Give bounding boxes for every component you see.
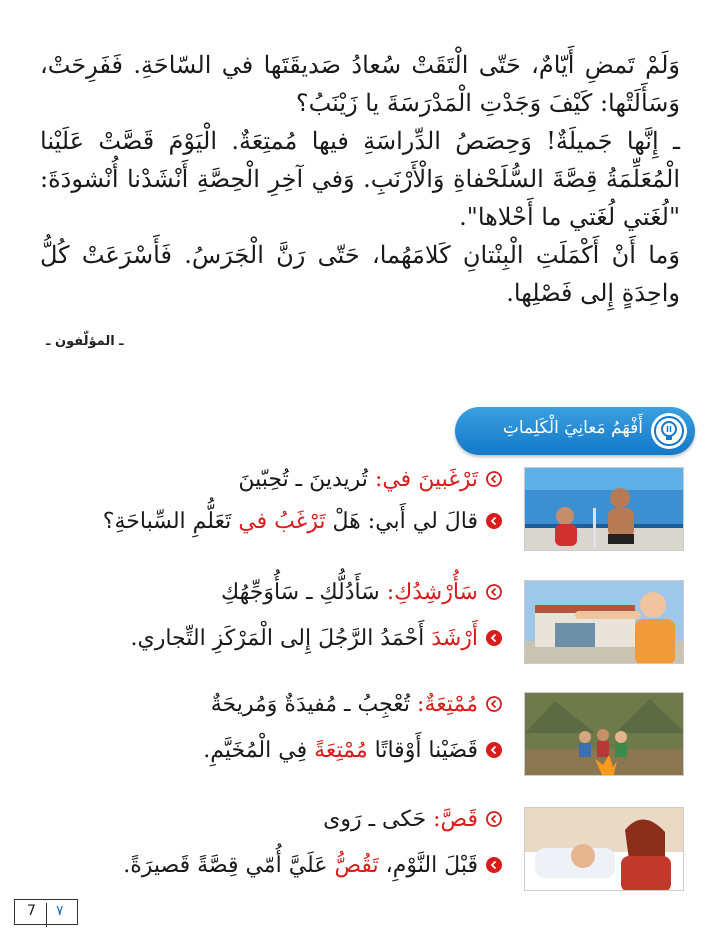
page-number [14, 899, 78, 925]
story-text [40, 46, 680, 312]
story-paragraph-2: ـ إِنَّها جَميلَةٌ! وَحِصَصُ الدِّراسَةِ فيها مُمتِعَةٌ. الْيَوْمَ قَصَّتْ عَلَيْنا الْمُعَلِّمَةُ قِصَّةَ السُّلَحْفاةِ وَالْأَرْنَبِ. وَفي آخِرِ الْحِصَّةِ أَنْشَدْنا أُنْشودَةَ: "لُغَتي لُغَتي ما أَحْلاها". [40, 127, 680, 231]
page-number-western: 7 [27, 903, 36, 919]
example-text-post: عَلَيَّ أُمّي قِصَّةً قَصيرَةً. [123, 853, 335, 878]
circle-arrow-icon [486, 693, 502, 718]
example-text-pre: قَبْلَ النَّوْمِ، [378, 853, 478, 878]
vocab-meanings: تُعْجِبُ ـ مُفيدَةٌ وَمُريحَةٌ [210, 692, 411, 717]
circle-arrow-icon [486, 808, 502, 833]
example-text-pre: قَضَيْنا أَوْقاتًا [367, 738, 478, 763]
vocab-word: سَأُرْشِدُكِ: [386, 580, 478, 605]
vocab-meanings: تُريدينَ ـ تُحِبّينَ [238, 467, 368, 492]
author-credit: ـ المؤلّفون ـ [46, 334, 124, 349]
story-paragraph-1: وَلَمْ تَمضِ أَيّامٌ، حَتّى الْتَقَتْ سُعادُ صَديقَتَها في السّاحَةِ. فَفَرِحَتْ، وَسَأَلَتْها: كَيْفَ وَجَدْتِ الْمَدْرَسَةَ يا زَيْنَبُ؟ [40, 51, 680, 117]
vocab-item-2 [0, 580, 720, 690]
vocab-word: قَصَّ: [433, 807, 478, 832]
vocab-item-4 [0, 807, 720, 917]
red-circle-arrow-icon [486, 510, 502, 535]
vocab-meanings: سَأَدُلُّكِ ـ سَأُوَجِّهُكِ [221, 580, 380, 605]
vocab-meanings: حَكى ـ رَوى [323, 807, 427, 832]
example-highlight: تَقُصُّ [334, 853, 379, 878]
vocab-item-3 [0, 692, 720, 802]
mall-pointing-photo [524, 580, 684, 664]
circle-arrow-icon [486, 468, 502, 493]
example-text-post: أَحْمَدُ الرَّجُلَ إِلى الْمَرْكَزِ التِّجاري. [130, 626, 432, 651]
red-circle-arrow-icon [486, 627, 502, 652]
circle-arrow-icon [486, 581, 502, 606]
page-number-arabic: ٧ [56, 903, 64, 919]
page-number-divider [46, 903, 47, 927]
bedtime-story-photo [524, 807, 684, 891]
example-highlight: مُمْتِعَةً [314, 738, 368, 763]
vocab-item-1 [0, 467, 720, 577]
story-paragraph-3: وَما أَنْ أَكْمَلَتِ الْبِنْتانِ كَلامَهُما، حَتّى رَنَّ الْجَرَسُ. فَأَسْرَعَتْ كُلُّ واحِدَةٍ إِلى فَصْلِها. [40, 241, 680, 307]
example-text-post: تَعَلُّمِ السِّباحَةِ؟ [102, 509, 239, 534]
section-banner [455, 407, 695, 455]
camp-photo [524, 692, 684, 776]
section-title: أَفْهَمُ مَعانِيَ الْكَلِماتِ [502, 418, 643, 438]
example-highlight: أَرْشَدَ [431, 626, 478, 651]
example-text-pre: قالَ لي أَبي: هَلْ [325, 509, 478, 534]
red-circle-arrow-icon [486, 854, 502, 879]
vocab-word: مُمْتِعَةٌ: [417, 692, 478, 717]
vocab-word: تَرْغَبينَ في: [374, 467, 478, 492]
swimming-pool-photo [524, 467, 684, 551]
example-text-post: فِي الْمُخَيَّمِ. [203, 738, 315, 763]
red-circle-arrow-icon [486, 739, 502, 764]
example-highlight: تَرْغَبُ في [238, 509, 326, 534]
lightbulb-icon [651, 413, 687, 449]
